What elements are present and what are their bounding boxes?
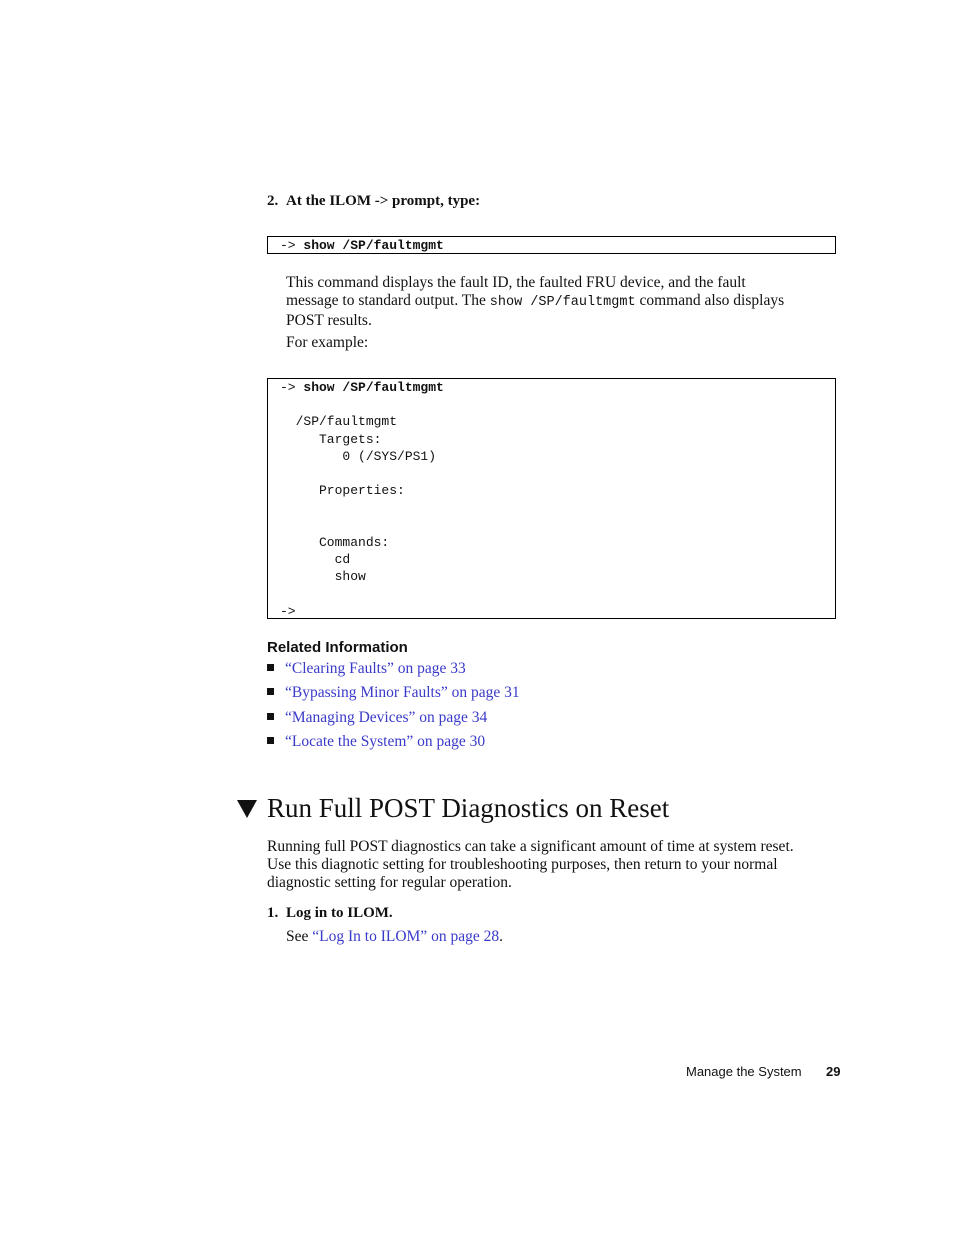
intro-line: diagnostic setting for regular operation. <box>267 874 512 891</box>
step-text: At the ILOM -> prompt, type: <box>286 193 481 209</box>
code-block-example <box>267 378 836 619</box>
related-link-managing-devices[interactable]: “Managing Devices” on page 34 <box>285 709 488 726</box>
paragraph-line-3: POST results. <box>286 312 372 329</box>
code-command: show /SP/faultmgmt <box>303 380 444 395</box>
step-number: 1. <box>267 905 279 921</box>
code-output: /SP/faultmgmt Targets: 0 (/SYS/PS1) Properties: Commands: cd show -> <box>280 414 437 619</box>
intro-line: Use this diagnotic setting for troubleshooting purposes, then return to your normal <box>267 856 778 873</box>
code-prompt: -> <box>280 380 304 395</box>
see-prefix: See <box>286 928 313 945</box>
related-list-item <box>267 709 487 727</box>
related-list-item <box>267 684 520 702</box>
code-prompt: -> <box>280 238 304 253</box>
see-suffix: . <box>499 928 503 945</box>
section-triangle-icon <box>237 800 257 823</box>
related-information-heading: Related Information <box>267 639 408 656</box>
footer-page-number: 29 <box>826 1064 841 1079</box>
bullet-icon <box>267 737 274 744</box>
for-example-text: For example: <box>286 334 369 351</box>
related-link-bypassing-minor-faults[interactable]: “Bypassing Minor Faults” on page 31 <box>285 684 520 701</box>
description-paragraph <box>286 274 846 330</box>
paragraph-line-1: This command displays the fault ID, the faulted FRU device, and the fault <box>286 274 746 291</box>
section-title: Run Full POST Diagnostics on Reset <box>267 793 670 823</box>
code-block-command <box>267 236 836 254</box>
step-text: Log in to ILOM. <box>286 905 393 921</box>
step-2 <box>267 192 480 210</box>
code-command: show /SP/faultmgmt <box>303 238 444 253</box>
paragraph-line-2 <box>286 292 846 312</box>
bullet-icon <box>267 688 274 695</box>
link-log-in-to-ilom[interactable]: “Log In to ILOM” on page 28 <box>312 928 500 945</box>
related-list-item <box>267 733 485 751</box>
bullet-icon <box>267 713 274 720</box>
intro-line: Running full POST diagnostics can take a significant amount of time at system reset. <box>267 838 794 855</box>
footer-chapter: Manage the System <box>686 1064 802 1079</box>
inline-code: show /SP/faultmgmt <box>489 295 636 310</box>
bullet-icon <box>267 664 274 671</box>
paragraph-text: message to standard output. The <box>286 292 490 309</box>
related-link-locate-the-system[interactable]: “Locate the System” on page 30 <box>285 733 486 750</box>
related-list-item <box>267 660 466 678</box>
see-reference <box>286 928 503 946</box>
step-1 <box>267 904 393 922</box>
related-link-clearing-faults[interactable]: “Clearing Faults” on page 33 <box>285 660 466 677</box>
section-intro <box>267 838 847 892</box>
paragraph-text: command also displays <box>635 292 785 309</box>
step-number: 2. <box>267 193 279 209</box>
